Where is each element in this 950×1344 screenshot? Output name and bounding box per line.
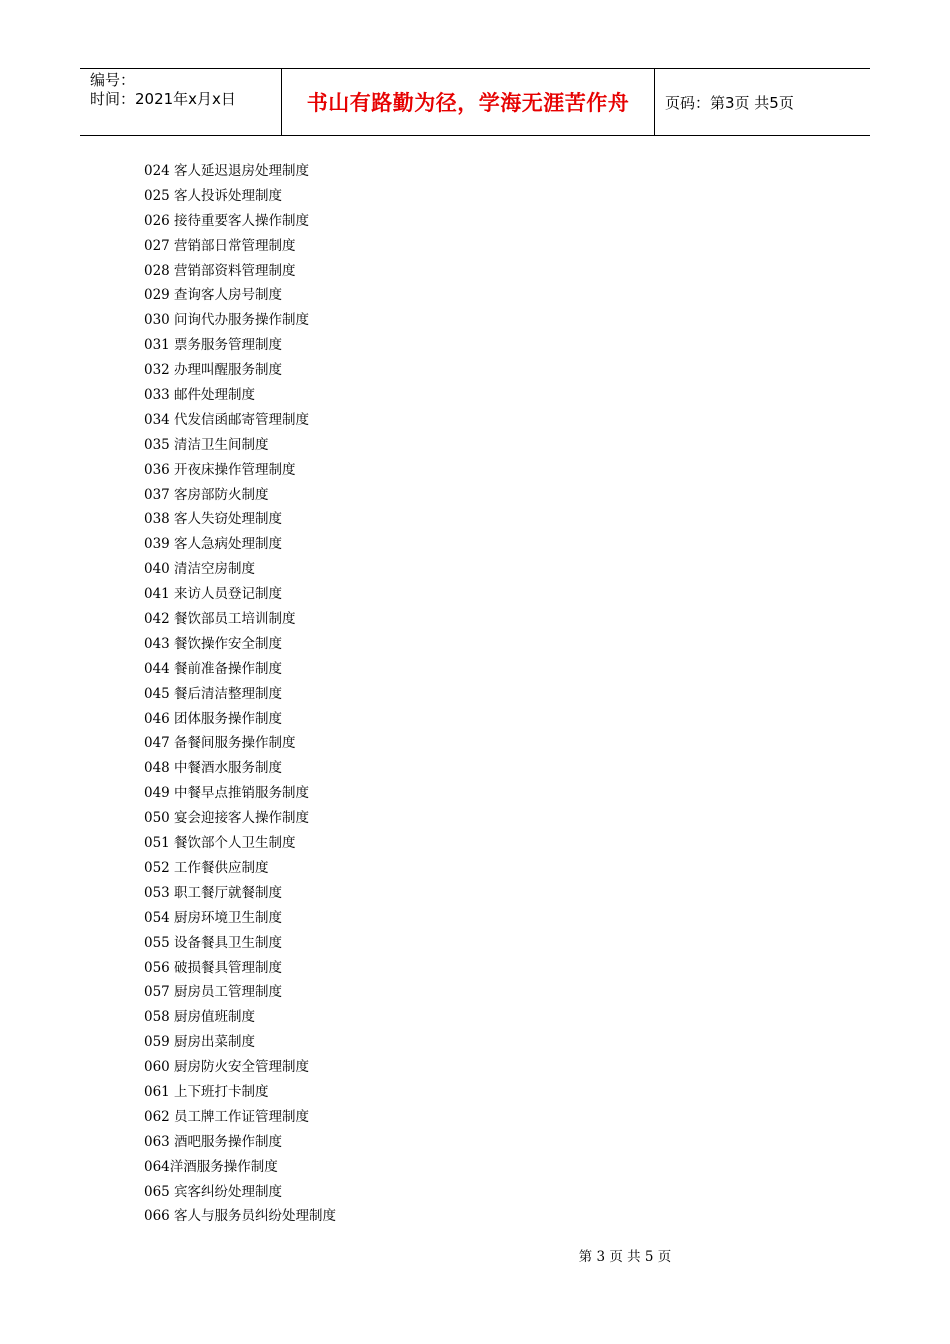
list-item: 041 来访人员登记制度 [144,586,283,603]
document-number-label: 编号： [90,71,136,89]
list-item: 049 中餐早点推销服务制度 [144,785,310,802]
header-meta [80,69,282,135]
list-item: 064洋酒服务操作制度 [144,1158,278,1175]
list-item: 060 厨房防火安全管理制度 [144,1059,310,1076]
list-item: 033 邮件处理制度 [144,387,256,404]
regulation-list [144,159,336,1229]
list-item: 051 餐饮部个人卫生制度 [144,835,296,852]
list-item: 029 查询客人房号制度 [144,287,283,304]
page-header [80,68,870,136]
list-item: 047 备餐间服务操作制度 [144,735,296,752]
list-item: 057 厨房员工管理制度 [144,984,283,1001]
list-item: 032 办理叫醒服务制度 [144,362,283,379]
page-footer: 第 3 页 共 5 页 [578,1249,672,1265]
list-item: 054 厨房环境卫生制度 [144,909,283,926]
list-item: 024 客人延迟退房处理制度 [144,163,310,179]
header-page-info-cell [655,69,870,135]
list-item: 056 破损餐具管理制度 [144,959,283,976]
list-item: 028 营销部资料管理制度 [144,262,296,279]
list-item: 025 客人投诉处理制度 [144,187,283,204]
list-item: 050 宴会迎接客人操作制度 [144,810,310,827]
list-item: 034 代发信函邮寄管理制度 [144,411,310,428]
list-item: 048 中餐酒水服务制度 [144,760,283,777]
list-item: 061 上下班打卡制度 [144,1083,269,1100]
list-item: 043 餐饮操作安全制度 [144,635,283,652]
list-item: 036 开夜床操作管理制度 [144,461,296,478]
header-motto-cell [282,69,655,135]
list-item: 065 宾客纠纷处理制度 [144,1183,283,1200]
header-page-info: 页码：第3页 共5页 [665,93,794,112]
list-item: 042 餐饮部员工培训制度 [144,611,296,628]
list-item: 038 客人失窃处理制度 [144,511,283,528]
list-item: 031 票务服务管理制度 [144,337,283,354]
list-item: 026 接待重要客人操作制度 [144,212,310,229]
list-item: 044 餐前准备操作制度 [144,660,283,677]
list-item: 027 营销部日常管理制度 [144,237,296,254]
list-item: 030 问询代办服务操作制度 [144,312,310,329]
list-item: 055 设备餐具卫生制度 [144,934,283,951]
list-item: 062 员工牌工作证管理制度 [144,1108,310,1125]
list-item: 039 客人急病处理制度 [144,536,283,553]
header-motto: 书山有路勤为径，学海无涯苦作舟 [306,91,630,115]
list-item: 035 清洁卫生间制度 [144,436,269,453]
list-item: 053 职工餐厅就餐制度 [144,884,283,901]
document-date: 时间：2021年x月x日 [90,90,236,108]
list-item: 059 厨房出菜制度 [144,1034,256,1051]
list-item: 040 清洁空房制度 [144,561,256,578]
list-item: 037 客房部防火制度 [144,486,269,503]
list-item: 066 客人与服务员纠纷处理制度 [144,1208,337,1225]
list-item: 052 工作餐供应制度 [144,859,269,876]
list-item: 045 餐后清洁整理制度 [144,685,283,702]
list-item: 063 酒吧服务操作制度 [144,1133,283,1150]
list-item: 058 厨房值班制度 [144,1009,256,1026]
list-item: 046 团体服务操作制度 [144,710,283,727]
